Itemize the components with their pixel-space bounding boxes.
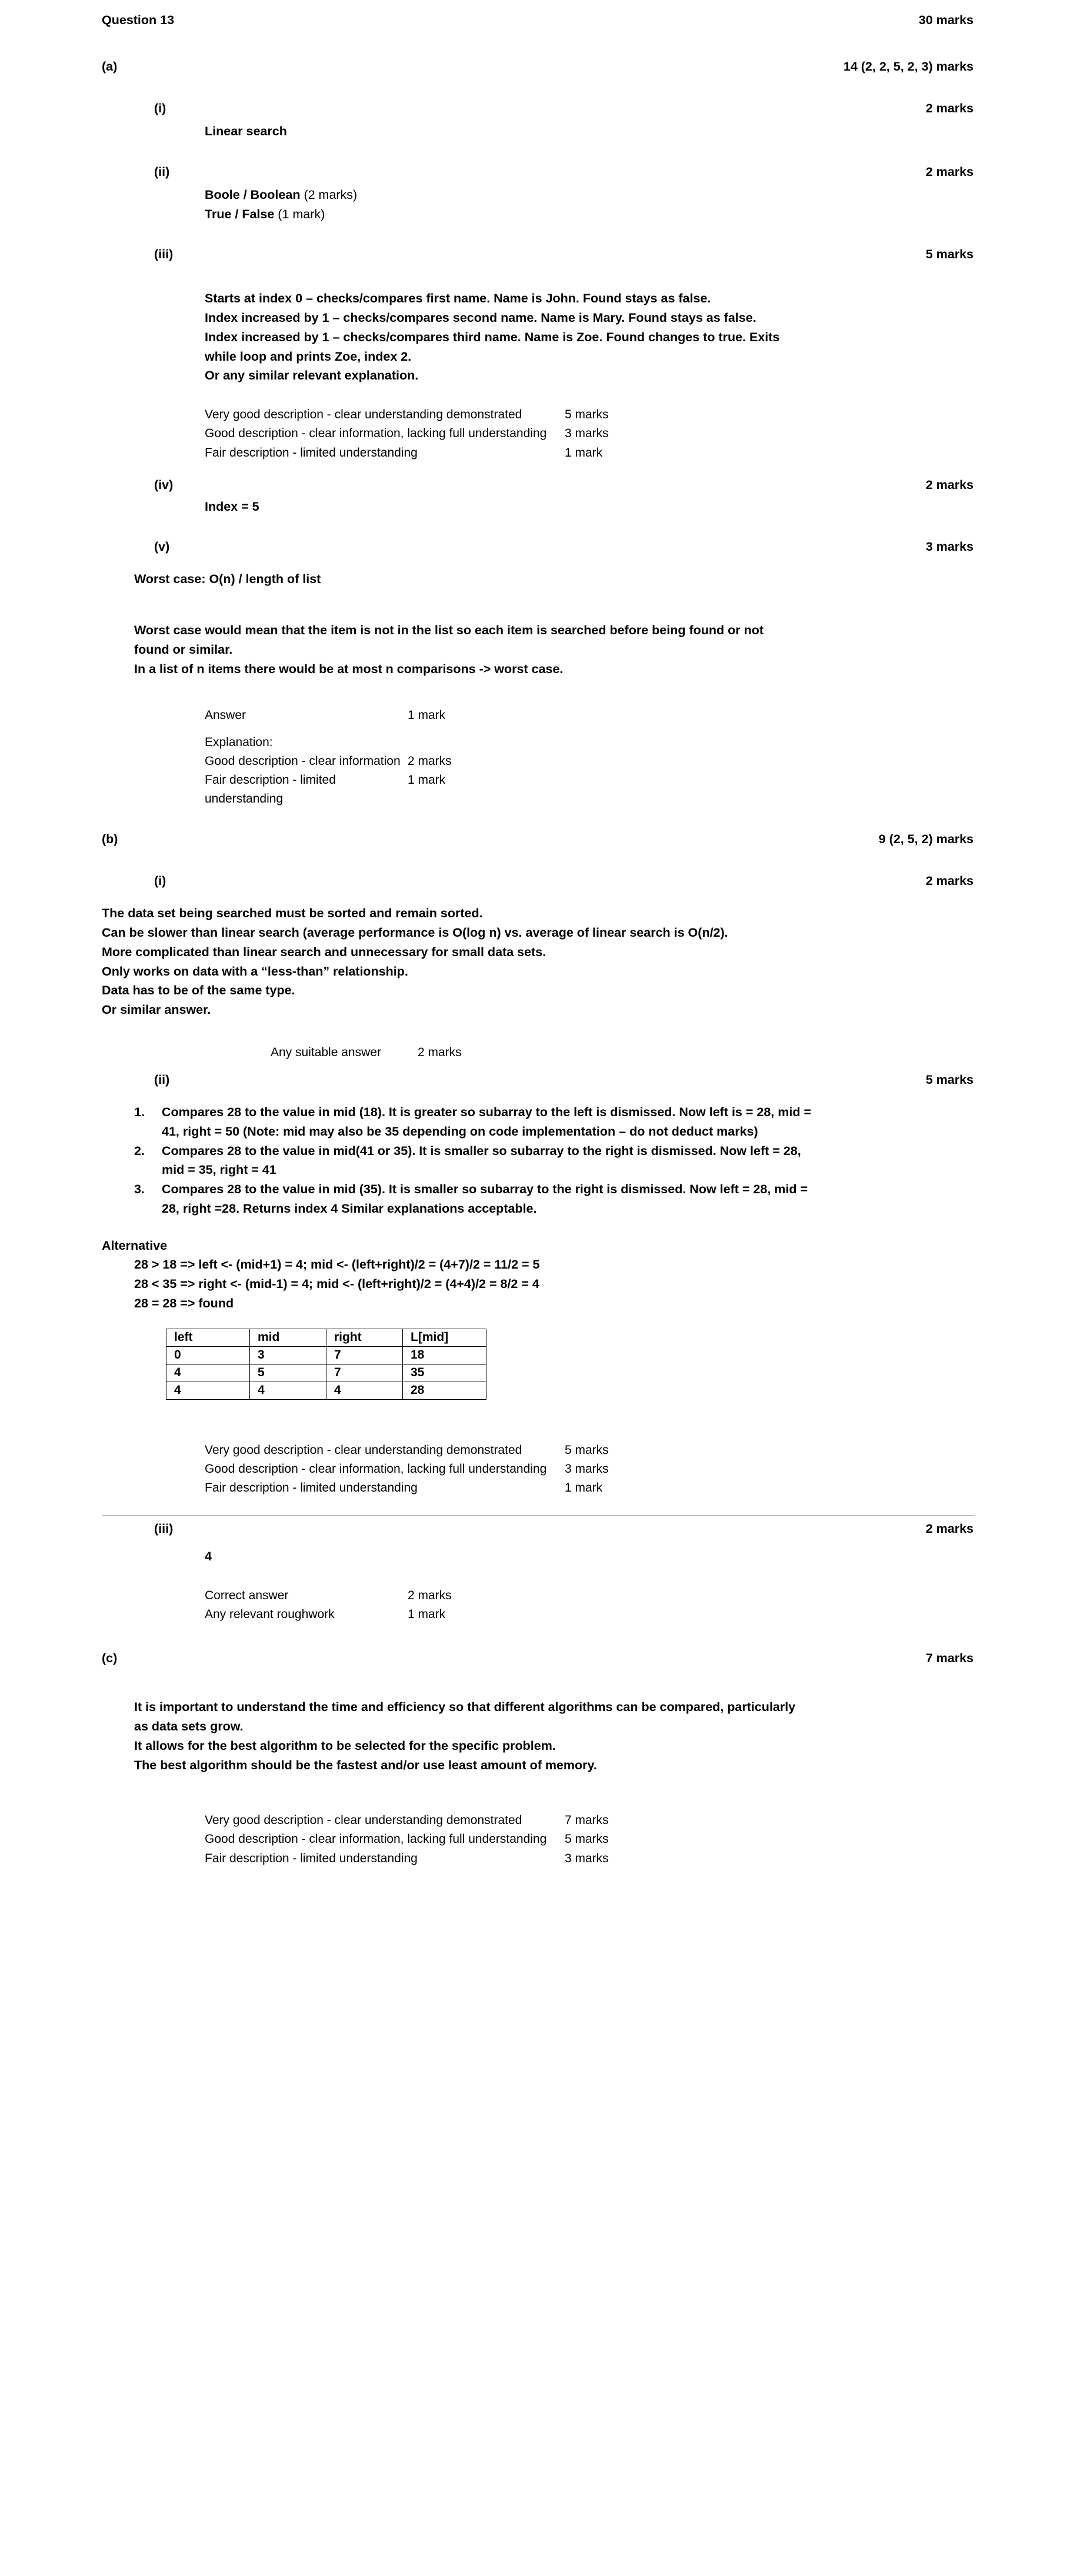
criteria-marks: 3 marks [565, 427, 609, 441]
part-a-iv-answer: Index = 5 [205, 499, 259, 514]
point-line: The data set being searched must be sorted and remain sorted. [102, 906, 483, 921]
criteria-description: Good description - clear information [205, 754, 401, 768]
cell-lmid: 35 [403, 1364, 486, 1382]
part-a-iii-explanation [205, 289, 814, 385]
alternative-working [134, 1255, 869, 1313]
criteria-marks: 1 mark [408, 708, 446, 722]
explanation-line: Or any similar relevant explanation. [205, 368, 419, 383]
part-c-header [102, 1651, 1070, 1666]
spacer [0, 385, 1070, 405]
point-line: The best algorithm should be the fastest and/or use least amount of memory. [134, 1758, 597, 1772]
explanation-line: Worst case would mean that the item is not in the list so each item is searched before being found or not found or similar. [134, 623, 764, 657]
criteria-row [205, 706, 1070, 725]
criteria-marks: 2 marks [418, 1045, 462, 1059]
criteria-marks: 2 marks [408, 754, 452, 768]
part-a-iii-label: (iii) [154, 247, 174, 262]
criteria-marks: 1 mark [408, 1607, 446, 1622]
spacer [0, 1516, 1070, 1522]
spacer [0, 679, 1070, 706]
part-b-i-marks: 2 marks [925, 874, 974, 888]
part-a-i-header [154, 101, 1070, 116]
spacer [0, 1624, 1070, 1651]
step-number: 2. [134, 1143, 145, 1158]
truefalse-term: True / False [205, 207, 278, 221]
criteria-row [205, 752, 1070, 771]
criteria-row [205, 1605, 1070, 1624]
step-number: 3. [134, 1182, 145, 1197]
spacer [0, 1087, 1070, 1103]
spacer [0, 516, 1070, 540]
criteria-row [271, 1043, 1070, 1062]
part-b-ii-label: (ii) [154, 1072, 170, 1087]
part-a-ii-marks: 2 marks [925, 164, 974, 179]
spacer [0, 554, 1070, 570]
point-line: Can be slower than linear search (average performance is O(log n) vs. average of linear search is O(n/2). [102, 925, 728, 940]
table-row [166, 1364, 486, 1382]
spacer [0, 1062, 1070, 1073]
spacer [0, 808, 1070, 832]
criteria-description: Any relevant roughwork [205, 1607, 335, 1622]
working-line: 28 = 28 => found [134, 1296, 234, 1310]
spacer [0, 462, 1070, 478]
explanation-line: Index increased by 1 – checks/compares second name. Name is Mary. Found stays as false. [205, 311, 756, 325]
column-header-right: right [326, 1329, 403, 1346]
criteria-row [205, 444, 1070, 462]
spacer [205, 725, 1070, 733]
point-line: Data has to be of the same type. [102, 983, 295, 998]
criteria-marks: 1 mark [408, 773, 446, 787]
boolean-term-marks: (2 marks) [304, 187, 358, 202]
criteria-marks: 5 marks [565, 1443, 609, 1457]
part-a-i-answer: Linear search [205, 124, 287, 138]
criteria-explanation-label: Explanation: [205, 735, 273, 749]
part-a-v-header [154, 540, 1070, 554]
top-spacer [0, 0, 1070, 13]
cell-left: 4 [166, 1364, 250, 1382]
cell-left: 0 [166, 1346, 250, 1364]
column-header-left: left [166, 1329, 250, 1346]
spacer [0, 589, 1070, 621]
answer-line [205, 185, 814, 205]
part-a-label: (a) [102, 59, 118, 74]
spacer [0, 1400, 1070, 1441]
criteria-row [205, 1479, 1070, 1497]
part-b-ii-criteria [205, 1441, 1070, 1497]
boolean-term: Boole / Boolean [205, 187, 304, 202]
criteria-marks: 2 marks [408, 1588, 452, 1602]
criteria-description: Very good description - clear understanding demonstrated [205, 1813, 522, 1828]
spacer [0, 179, 1070, 185]
criteria-row [205, 1849, 1070, 1868]
spacer [0, 1020, 1070, 1043]
part-b-marks: 9 (2, 5, 2) marks [878, 832, 974, 847]
table-row [166, 1346, 486, 1364]
part-a-v-criteria [205, 706, 1070, 809]
table-row [166, 1382, 486, 1399]
criteria-description: Very good description - clear understanding demonstrated [205, 1443, 522, 1457]
criteria-subheading-row [205, 733, 1070, 752]
part-b-i-label: (i) [154, 874, 166, 888]
spacer [0, 74, 1070, 101]
explanation-line: In a list of n items there would be at most n comparisons -> worst case. [134, 661, 564, 676]
part-a-v-label: (v) [154, 540, 170, 554]
cell-mid: 5 [250, 1364, 326, 1382]
criteria-description: Good description - clear information, lacking full understanding [205, 1832, 547, 1846]
part-b-i-header [154, 874, 1070, 888]
part-c-criteria [205, 1811, 1070, 1868]
spacer [0, 1219, 1070, 1236]
part-b-ii-steps [134, 1103, 1070, 1219]
criteria-row [205, 405, 1070, 424]
page-title: Question 13 [102, 13, 175, 27]
spacer [0, 1313, 1070, 1329]
part-a-iv-marks: 2 marks [925, 477, 974, 492]
criteria-marks: 5 marks [565, 1832, 609, 1846]
alternative-heading: Alternative [102, 1238, 168, 1253]
part-b-ii-header [154, 1073, 1070, 1087]
spacer [0, 141, 1070, 165]
criteria-row [205, 1830, 1070, 1849]
criteria-row [205, 1441, 1070, 1460]
part-b-iii-criteria [205, 1586, 1070, 1624]
spacer [0, 1497, 1070, 1515]
part-a-v-marks: 3 marks [925, 540, 974, 554]
spacer [0, 847, 1070, 874]
list-item [134, 1103, 821, 1141]
question-total-marks: 30 marks [918, 13, 974, 27]
part-b-label: (b) [102, 832, 118, 847]
part-a-v-answer: Worst case: O(n) / length of list [134, 572, 321, 587]
criteria-description: Fair description - limited understanding [205, 773, 336, 806]
criteria-description: Good description - clear information, lacking full understanding [205, 1462, 547, 1476]
criteria-description: Answer [205, 708, 246, 722]
part-a-ii-header [154, 165, 1070, 179]
question-header [102, 13, 1070, 28]
cell-mid: 3 [250, 1346, 326, 1364]
criteria-row [205, 1460, 1070, 1479]
point-line: Only works on data with a “less-than” relationship. [102, 964, 408, 979]
criteria-description: Good description - clear information, lacking full understanding [205, 427, 547, 441]
answer-line [205, 205, 814, 224]
spacer [0, 1775, 1070, 1811]
criteria-description: Any suitable answer [271, 1045, 381, 1059]
point-line: It allows for the best algorithm to be selected for the specific problem. [134, 1738, 556, 1753]
part-b-header [102, 832, 1070, 847]
step-text: Compares 28 to the value in mid (18). It is greater so subarray to the left is dismissed. Now left is = 28, mid = 41, right = 50 (Note: mid may also be 35 depending on code implementation – do not deduct marks) [162, 1104, 812, 1139]
binary-search-trace-table [166, 1329, 486, 1400]
point-line: Or similar answer. [102, 1003, 211, 1017]
part-b-iii-answer: 4 [205, 1549, 212, 1564]
criteria-row [205, 1586, 1070, 1605]
part-a-iii-marks: 5 marks [925, 247, 974, 262]
column-header-lmid: L[mid] [403, 1329, 486, 1346]
explanation-line: Starts at index 0 – checks/compares first name. Name is John. Found stays as false. [205, 291, 711, 306]
step-text: Compares 28 to the value in mid (35). It is smaller so subarray to the right is dismissed. Now left = 28, mid = 28, right =28. Returns index 4 Similar explanations acceptable. [162, 1182, 808, 1216]
working-line: 28 < 35 => right <- (mid-1) = 4; mid <- (left+right)/2 = (4+4)/2 = 8/2 = 4 [134, 1277, 539, 1292]
part-a-iii-header [154, 247, 1070, 262]
cell-left: 4 [166, 1382, 250, 1399]
point-line: More complicated than linear search and unnecessary for small data sets. [102, 944, 546, 959]
criteria-marks: 3 marks [565, 1851, 609, 1865]
cell-mid: 4 [250, 1382, 326, 1399]
spacer [0, 1536, 1070, 1547]
part-c-points [134, 1698, 805, 1775]
table-header-row [166, 1329, 486, 1346]
part-a-marks: 14 (2, 2, 5, 2, 3) marks [843, 59, 974, 74]
part-a-iv-header [154, 478, 1070, 492]
truefalse-term-marks: (1 mark) [278, 207, 325, 221]
part-a-iv-label: (iv) [154, 477, 174, 492]
criteria-marks: 1 mark [565, 445, 603, 460]
part-b-iii-header [154, 1522, 1070, 1536]
column-header-mid: mid [250, 1329, 326, 1346]
spacer [0, 262, 1070, 289]
criteria-marks: 7 marks [565, 1813, 609, 1828]
explanation-line: Index increased by 1 – checks/compares third name. Name is Zoe. Found changes to true. Exits while loop and prints Zoe, index 2. [205, 330, 780, 364]
part-b-i-criteria [271, 1043, 1070, 1062]
working-line: 28 > 18 => left <- (mid+1) = 4; mid <- (left+right)/2 = (4+7)/2 = 11/2 = 5 [134, 1257, 540, 1272]
point-line: It is important to understand the time and efficiency so that different algorithms can be compared, particularly as data sets grow. [134, 1700, 796, 1733]
spacer [0, 116, 1070, 122]
criteria-marks: 1 mark [565, 1481, 603, 1495]
spacer [0, 1666, 1070, 1698]
step-text: Compares 28 to the value in mid(41 or 35). It is smaller so subarray to the right is dismissed. Now left = 28, mid = 35, right = 41 [162, 1143, 801, 1177]
criteria-row [205, 1811, 1070, 1830]
part-a-i-marks: 2 marks [925, 101, 974, 115]
spacer [0, 492, 1070, 497]
spacer [0, 224, 1070, 247]
part-b-iii-label: (iii) [154, 1522, 174, 1536]
cell-lmid: 18 [403, 1346, 486, 1364]
criteria-description: Fair description - limited understanding [205, 445, 418, 460]
spacer [0, 888, 1070, 904]
part-a-header [102, 59, 1070, 74]
part-c-marks: 7 marks [925, 1651, 974, 1666]
part-a-i-label: (i) [154, 101, 166, 115]
part-a-iii-criteria [205, 405, 1070, 462]
criteria-description: Very good description - clear understanding demonstrated [205, 408, 522, 422]
criteria-row [205, 771, 1070, 808]
criteria-description: Fair description - limited understanding [205, 1851, 418, 1865]
list-item [134, 1180, 821, 1219]
cell-right: 7 [326, 1346, 403, 1364]
criteria-description: Correct answer [205, 1588, 289, 1602]
cell-right: 7 [326, 1364, 403, 1382]
spacer [0, 1566, 1070, 1586]
spacer [0, 28, 1070, 59]
part-a-ii-answer [205, 185, 814, 224]
cell-lmid: 28 [403, 1382, 486, 1399]
list-item [134, 1141, 821, 1180]
criteria-marks: 3 marks [565, 1462, 609, 1476]
part-a-v-explanation [134, 621, 787, 678]
part-a-ii-label: (ii) [154, 164, 170, 179]
part-c-label: (c) [102, 1651, 118, 1666]
criteria-marks: 5 marks [565, 408, 609, 422]
part-b-ii-marks: 5 marks [925, 1072, 974, 1087]
cell-right: 4 [326, 1382, 403, 1399]
criteria-row [205, 424, 1070, 443]
part-b-i-points [102, 904, 784, 1020]
step-number: 1. [134, 1104, 145, 1119]
criteria-description: Fair description - limited understanding [205, 1481, 418, 1495]
part-b-iii-marks: 2 marks [925, 1522, 974, 1536]
